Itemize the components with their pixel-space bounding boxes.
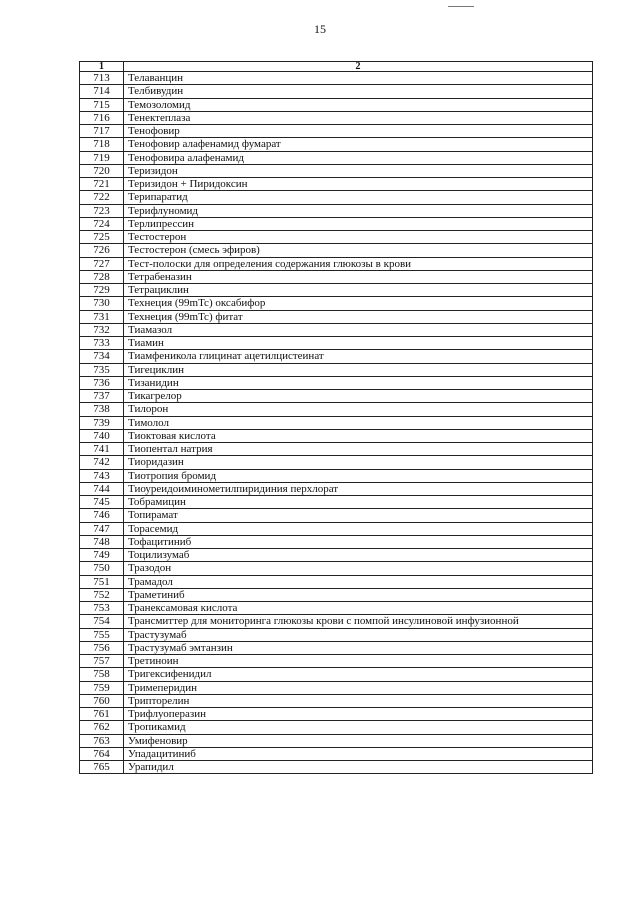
drug-name: Тетрабеназин: [124, 270, 593, 283]
table-row: [80, 297, 593, 310]
drug-name: Тимолол: [124, 416, 593, 429]
scan-artifact-line: [448, 6, 474, 7]
table-row: [80, 204, 593, 217]
row-number: 764: [80, 747, 124, 760]
drug-name: Тиопентал натрия: [124, 443, 593, 456]
drug-name: Тригексифенидил: [124, 668, 593, 681]
row-number: 731: [80, 310, 124, 323]
drug-name: Тизанидин: [124, 376, 593, 389]
drug-name: Тилорон: [124, 403, 593, 416]
table-row: [80, 456, 593, 469]
drug-name: Тенофовира алафенамид: [124, 151, 593, 164]
table-row: [80, 496, 593, 509]
row-number: 719: [80, 151, 124, 164]
drug-name: Тест-полоски для определения содержания глюкозы в крови: [124, 257, 593, 270]
drug-table: [79, 61, 593, 774]
table-row: [80, 694, 593, 707]
drug-name: Траметиниб: [124, 588, 593, 601]
page-number: 15: [314, 22, 326, 36]
row-number: 718: [80, 138, 124, 151]
drug-name: Тиоктовая кислота: [124, 429, 593, 442]
table-row: [80, 125, 593, 138]
drug-name: Тенектеплаза: [124, 111, 593, 124]
row-number: 737: [80, 390, 124, 403]
row-number: 751: [80, 575, 124, 588]
row-number: 745: [80, 496, 124, 509]
row-number: 738: [80, 403, 124, 416]
row-number: 721: [80, 178, 124, 191]
table-row: [80, 747, 593, 760]
row-number: 714: [80, 85, 124, 98]
drug-name: Упадацитиниб: [124, 747, 593, 760]
row-number: 755: [80, 628, 124, 641]
drug-name: Теризидон + Пиридоксин: [124, 178, 593, 191]
drug-name: Тетрациклин: [124, 284, 593, 297]
table-row: [80, 350, 593, 363]
drug-name: Терипаратид: [124, 191, 593, 204]
table-row: [80, 668, 593, 681]
table-row: [80, 138, 593, 151]
row-number: 740: [80, 429, 124, 442]
row-number: 743: [80, 469, 124, 482]
table-row: [80, 602, 593, 615]
table-row: [80, 270, 593, 283]
row-number: 760: [80, 694, 124, 707]
table-row: [80, 482, 593, 495]
row-number: 733: [80, 337, 124, 350]
drug-name: Трамадол: [124, 575, 593, 588]
row-number: 757: [80, 655, 124, 668]
drug-name: Технеция (99mTc) оксабифор: [124, 297, 593, 310]
table-row: [80, 98, 593, 111]
table-body: [80, 72, 593, 774]
row-number: 763: [80, 734, 124, 747]
row-number: 747: [80, 522, 124, 535]
row-number: 713: [80, 72, 124, 85]
table-row: [80, 178, 593, 191]
drug-name: Тиотропия бромид: [124, 469, 593, 482]
row-number: 750: [80, 562, 124, 575]
row-number: 759: [80, 681, 124, 694]
row-number: 735: [80, 363, 124, 376]
drug-name: Тиамин: [124, 337, 593, 350]
table-row: [80, 562, 593, 575]
column-header-name: 2: [124, 62, 593, 72]
row-number: 720: [80, 164, 124, 177]
row-number: 761: [80, 708, 124, 721]
row-number: 746: [80, 509, 124, 522]
column-header-number: 1: [80, 62, 124, 72]
table-row: [80, 244, 593, 257]
drug-name: Тестостерон: [124, 231, 593, 244]
drug-name: Тиамфеникола глицинат ацетилцистеинат: [124, 350, 593, 363]
table-row: [80, 284, 593, 297]
drug-name: Тропикамид: [124, 721, 593, 734]
row-number: 725: [80, 231, 124, 244]
drug-name: Тиамазол: [124, 323, 593, 336]
table-row: [80, 164, 593, 177]
table-row: [80, 403, 593, 416]
drug-name: Трансмиттер для мониторинга глюкозы крови с помпой инсулиновой инфузионной: [124, 615, 593, 628]
table-row: [80, 416, 593, 429]
table-row: [80, 363, 593, 376]
row-number: 749: [80, 549, 124, 562]
row-number: 717: [80, 125, 124, 138]
row-number: 742: [80, 456, 124, 469]
row-number: 727: [80, 257, 124, 270]
row-number: 726: [80, 244, 124, 257]
table-row: [80, 376, 593, 389]
row-number: 739: [80, 416, 124, 429]
row-number: 736: [80, 376, 124, 389]
row-number: 748: [80, 535, 124, 548]
table-row: [80, 337, 593, 350]
drug-name: Тигециклин: [124, 363, 593, 376]
row-number: 724: [80, 217, 124, 230]
drug-name: Урапидил: [124, 761, 593, 774]
drug-name: Тримеперидин: [124, 681, 593, 694]
drug-name: Топирамат: [124, 509, 593, 522]
row-number: 734: [80, 350, 124, 363]
drug-name: Транексамовая кислота: [124, 602, 593, 615]
table-row: [80, 469, 593, 482]
drug-name: Терифлуномид: [124, 204, 593, 217]
row-number: 741: [80, 443, 124, 456]
drug-name: Тиоуреидоиминометилпиридиния перхлорат: [124, 482, 593, 495]
table-row: [80, 323, 593, 336]
drug-name: Тестостерон (смесь эфиров): [124, 244, 593, 257]
table-row: [80, 761, 593, 774]
drug-name: Третиноин: [124, 655, 593, 668]
drug-name: Трастузумаб: [124, 628, 593, 641]
table-row: [80, 191, 593, 204]
table-row: [80, 522, 593, 535]
drug-name: Тофацитиниб: [124, 535, 593, 548]
row-number: 765: [80, 761, 124, 774]
table-row: [80, 390, 593, 403]
row-number: 728: [80, 270, 124, 283]
table-header-row: [80, 62, 593, 72]
row-number: 754: [80, 615, 124, 628]
row-number: 723: [80, 204, 124, 217]
table-row: [80, 72, 593, 85]
table-row: [80, 429, 593, 442]
table-row: [80, 217, 593, 230]
drug-name: Теризидон: [124, 164, 593, 177]
table-row: [80, 615, 593, 628]
row-number: 756: [80, 641, 124, 654]
drug-name: Темозоломид: [124, 98, 593, 111]
table-row: [80, 549, 593, 562]
drug-name: Тразодон: [124, 562, 593, 575]
drug-name: Телбивудин: [124, 85, 593, 98]
table-row: [80, 111, 593, 124]
table-row: [80, 641, 593, 654]
row-number: 729: [80, 284, 124, 297]
drug-name: Трипторелин: [124, 694, 593, 707]
row-number: 715: [80, 98, 124, 111]
table-row: [80, 535, 593, 548]
row-number: 752: [80, 588, 124, 601]
row-number: 753: [80, 602, 124, 615]
drug-name: Тикагрелор: [124, 390, 593, 403]
drug-name: Технеция (99mTc) фитат: [124, 310, 593, 323]
row-number: 730: [80, 297, 124, 310]
table-row: [80, 681, 593, 694]
drug-name: Трифлуоперазин: [124, 708, 593, 721]
table-row: [80, 85, 593, 98]
table-row: [80, 151, 593, 164]
table-row: [80, 257, 593, 270]
row-number: 744: [80, 482, 124, 495]
table-row: [80, 655, 593, 668]
table-row: [80, 575, 593, 588]
row-number: 762: [80, 721, 124, 734]
row-number: 758: [80, 668, 124, 681]
table-row: [80, 310, 593, 323]
drug-name: Тобрамицин: [124, 496, 593, 509]
drug-name: Умифеновир: [124, 734, 593, 747]
table-row: [80, 588, 593, 601]
table-row: [80, 734, 593, 747]
table-row: [80, 708, 593, 721]
table-row: [80, 721, 593, 734]
drug-name: Тенофовир: [124, 125, 593, 138]
drug-name: Тенофовир алафенамид фумарат: [124, 138, 593, 151]
table-row: [80, 231, 593, 244]
table-row: [80, 443, 593, 456]
drug-name: Трастузумаб эмтанзин: [124, 641, 593, 654]
table-row: [80, 628, 593, 641]
row-number: 716: [80, 111, 124, 124]
drug-name: Телаванцин: [124, 72, 593, 85]
drug-name: Торасемид: [124, 522, 593, 535]
drug-name: Тоцилизумаб: [124, 549, 593, 562]
table-row: [80, 509, 593, 522]
drug-name: Терлипрессин: [124, 217, 593, 230]
drug-name: Тиоридазин: [124, 456, 593, 469]
row-number: 732: [80, 323, 124, 336]
row-number: 722: [80, 191, 124, 204]
